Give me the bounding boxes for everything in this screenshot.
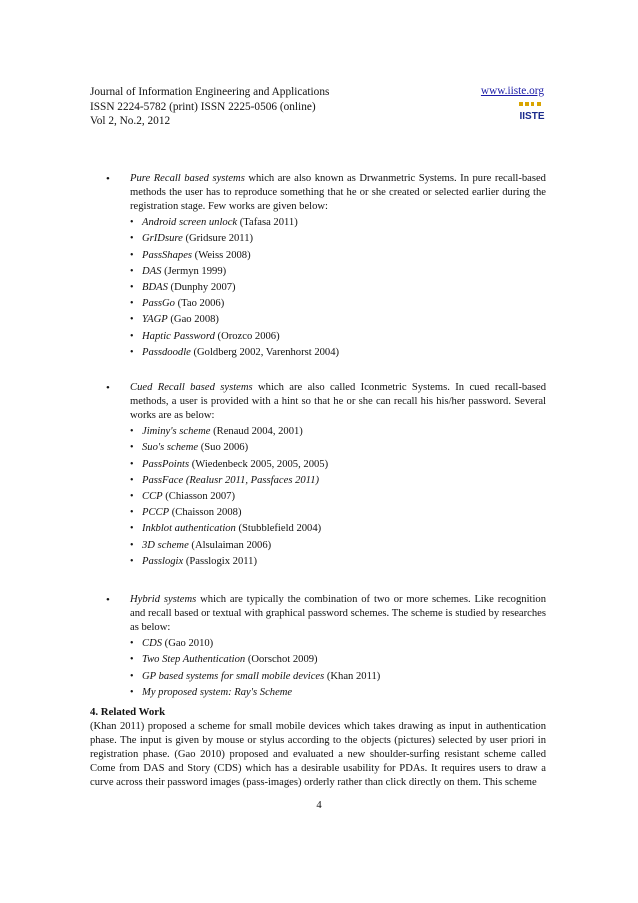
journal-title: Journal of Information Engineering and Applications	[90, 86, 330, 98]
bullet-lead: Cued Recall based systems which are also called Iconmetric Systems. In cued recall-based methods, a user is provided with a hint so that he or she can recall his his/her password. Several works are as below:	[130, 381, 546, 422]
journal-header	[90, 85, 329, 129]
main-content	[90, 172, 546, 702]
list-item: • CCP (Chiasson 2007)	[130, 491, 235, 502]
list-item: • PassGo (Tao 2006)	[130, 298, 225, 310]
iiste-logo	[517, 102, 547, 120]
list-item: • Passlogix (Passlogix 2011)	[130, 555, 257, 567]
bullet-lead: Hybrid systems which are typically the combination of two or more schemes. Like recognition and recall based or textual with graphical password schemes. The scheme is studied by researches as below:	[130, 593, 546, 634]
sublist	[130, 216, 546, 360]
bullet-hybrid	[90, 593, 546, 702]
list-item: • Suo's scheme (Suo 2006)	[130, 442, 249, 454]
list-item: • YAGP (Gao 2008)	[130, 314, 219, 326]
list-item: • BDAS (Dunphy 2007)	[130, 282, 236, 294]
list-item: • PassFace (Realusr 2011, Passfaces 2011)	[130, 474, 320, 486]
page-number: 4	[316, 800, 322, 811]
bullet-icon: •	[106, 173, 110, 185]
section-body: (Khan 2011) proposed a scheme for small mobile devices which takes drawing as input in authentication phase. The input is given by mouse or stylus according to the objects (pictures) selected by user priori in registration phase. (Gao 2010) proposed and evaluated a new shoulder-surfing resistant scheme called Come from DAS and Story (CDS) which has a desirable usability for PDAs. It requires users to draw a curve across their password images (pass-images) orderly rather than click directly on them. This scheme	[90, 721, 546, 789]
list-item: • Haptic Password (Orozco 2006)	[130, 330, 280, 342]
journal-issn: ISSN 2224-5782 (print) ISSN 2225-0506 (online)	[90, 100, 316, 113]
list-item: • 3D scheme (Alsulaiman 2006)	[130, 539, 272, 551]
list-item: • CDS (Gao 2010)	[130, 638, 214, 650]
section-title: 4. Related Work	[90, 706, 166, 718]
sublist	[130, 425, 546, 569]
logo-text: IISTE	[519, 111, 545, 120]
list-item: • Inkblot authentication (Stubblefield 2004)	[130, 523, 322, 535]
list-item: • Android screen unlock (Tafasa 2011)	[130, 217, 298, 229]
bullet-icon: •	[106, 381, 110, 394]
list-item: • Two Step Authentication (Oorschot 2009)	[130, 654, 318, 666]
list-item: • GP based systems for small mobile devices (Khan 2011)	[130, 670, 381, 682]
bullet-lead: Pure Recall based systems which are also known as Drwanmetric Systems. In pure recall-based methods the user has to reproduce something that he or she created or selected earlier during the registration stage. Few works are given below:	[130, 173, 546, 213]
list-item: • GrIDsure (Gridsure 2011)	[130, 233, 254, 245]
journal-url-link[interactable]: www.iiste.org	[480, 85, 544, 97]
list-item: • Jiminy's scheme (Renaud 2004, 2001)	[130, 426, 303, 438]
list-item: • Passdoodle (Goldberg 2002, Varenhorst 2004)	[130, 346, 340, 358]
list-item: • PassPoints (Wiedenbeck 2005, 2005, 2005)	[130, 458, 329, 470]
bullet-pure-recall	[90, 172, 546, 362]
bullet-cued-recall	[90, 381, 546, 571]
sublist	[130, 637, 546, 700]
bullet-icon: •	[106, 593, 110, 606]
list-item: • My proposed system: Ray's Scheme	[130, 686, 293, 698]
journal-volume: Vol 2, No.2, 2012	[90, 115, 171, 127]
list-item: • DAS (Jermyn 1999)	[130, 265, 227, 277]
list-item: • PassShapes (Weiss 2008)	[130, 249, 251, 261]
list-item: • PCCP (Chaisson 2008)	[130, 507, 242, 519]
